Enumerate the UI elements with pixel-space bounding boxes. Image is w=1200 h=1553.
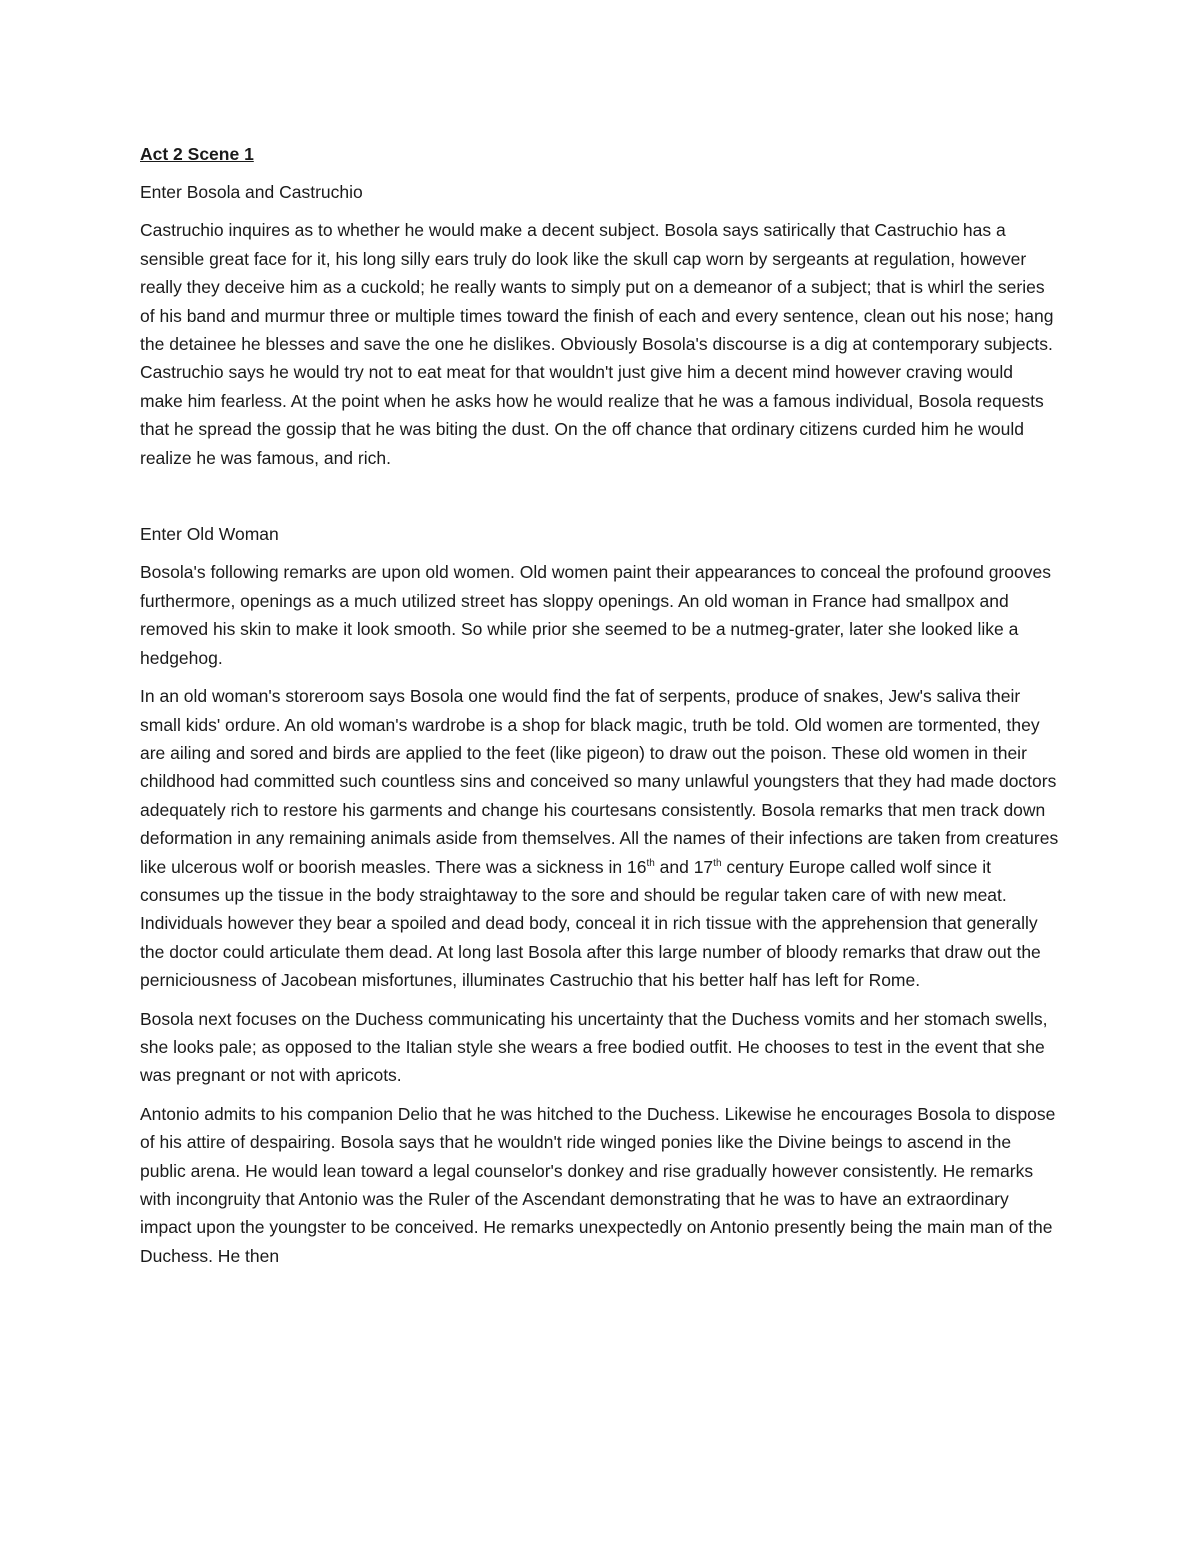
- body-paragraph: Castruchio inquires as to whether he would make a decent subject. Bosola says satirically that Castruchio has a sensible great face for it, his long silly ears truly do look like the skull cap worn by sergeants at regulation, however really they deceive him as a cuckold; he really wants to simply put on a demeanor of a subject; that is whirl the series of his band and murmur three or multiple times toward the finish of each and every sentence, clean out his nose; hang the detainee he blesses and save the one he dislikes. Obviously Bosola's discourse is a dig at contemporary subjects. Castruchio says he would try not to eat meat for that wouldn't just give him a decent mind however craving would make him fearless. At the point when he asks how he would realize that he was a famous individual, Bosola requests that he spread the gossip that he was biting the dust. On the off chance that ordinary citizens curded him he would realize he was famous, and rich.: [140, 220, 1054, 468]
- scene-heading: Act 2 Scene 1: [140, 144, 254, 164]
- ordinal-suffix: th: [713, 857, 722, 869]
- paragraph-text: and 17: [654, 856, 714, 877]
- stage-direction: Enter Bosola and Castruchio: [140, 182, 363, 202]
- body-paragraph: [140, 682, 1060, 994]
- ordinal-suffix: th: [646, 857, 655, 869]
- document-page: [140, 140, 1060, 1280]
- body-paragraph: Antonio admits to his companion Delio that he was hitched to the Duchess. Likewise he encourages Bosola to dispose of his attire of despairing. Bosola says that he wouldn't ride winged ponies like the Divine beings to ascend in the public arena. He would lean toward a legal counselor's donkey and rise gradually however consistently. He remarks with incongruity that Antonio was the Ruler of the Ascendant demonstrating that he was to have an extraordinary impact upon the youngster to be conceived. He remarks unexpectedly on Antonio presently being the main man of the Duchess. He then: [140, 1103, 1056, 1266]
- body-paragraph: Bosola's following remarks are upon old women. Old women paint their appearances to conceal the profound grooves furthermore, openings as a much utilized street has sloppy openings. An old woman in France had smallpox and removed his skin to make it look smooth. So while prior she seemed to be a nutmeg-grater, later she looked like a hedgehog.: [140, 562, 1051, 668]
- body-paragraph: Bosola next focuses on the Duchess communicating his uncertainty that the Duchess vomits and her stomach swells, she looks pale; as opposed to the Italian style she wears a free bodied outfit. He chooses to test in the event that she was pregnant or not with apricots.: [140, 1008, 1048, 1086]
- paragraph-text: In an old woman's storeroom says Bosola one would find the fat of serpents, produce of snakes, Jew's saliva their small kids' ordure. An old woman's wardrobe is a shop for black magic, truth be told. Old women are tormented, they are ailing and sored and birds are applied to the feet (like pigeon) to draw out the poison. These old women in their childhood had committed such countless sins and conceived so many unlawful youngsters that they had made doctors adequately rich to restore his garments and change his courtesans consistently. Bosola remarks that men track down deformation in any remaining animals aside from themselves. All the names of their infections are taken from creatures like ulcerous wolf or boorish measles. There was a sickness in 16: [140, 686, 1059, 877]
- stage-direction: Enter Old Woman: [140, 524, 279, 545]
- paragraph-text: century Europe called wolf since it consumes up the tissue in the body straightaway to the sore and should be regular taken care of with new meat. Individuals however they bear a spoiled and dead body, conceal it in rich tissue with the apprehension that generally the doctor could articulate them dead. At long last Bosola after this large number of bloody remarks that draw out the perniciousness of Jacobean misfortunes, illuminates Castruchio that his better half has left for Rome.: [140, 856, 1041, 991]
